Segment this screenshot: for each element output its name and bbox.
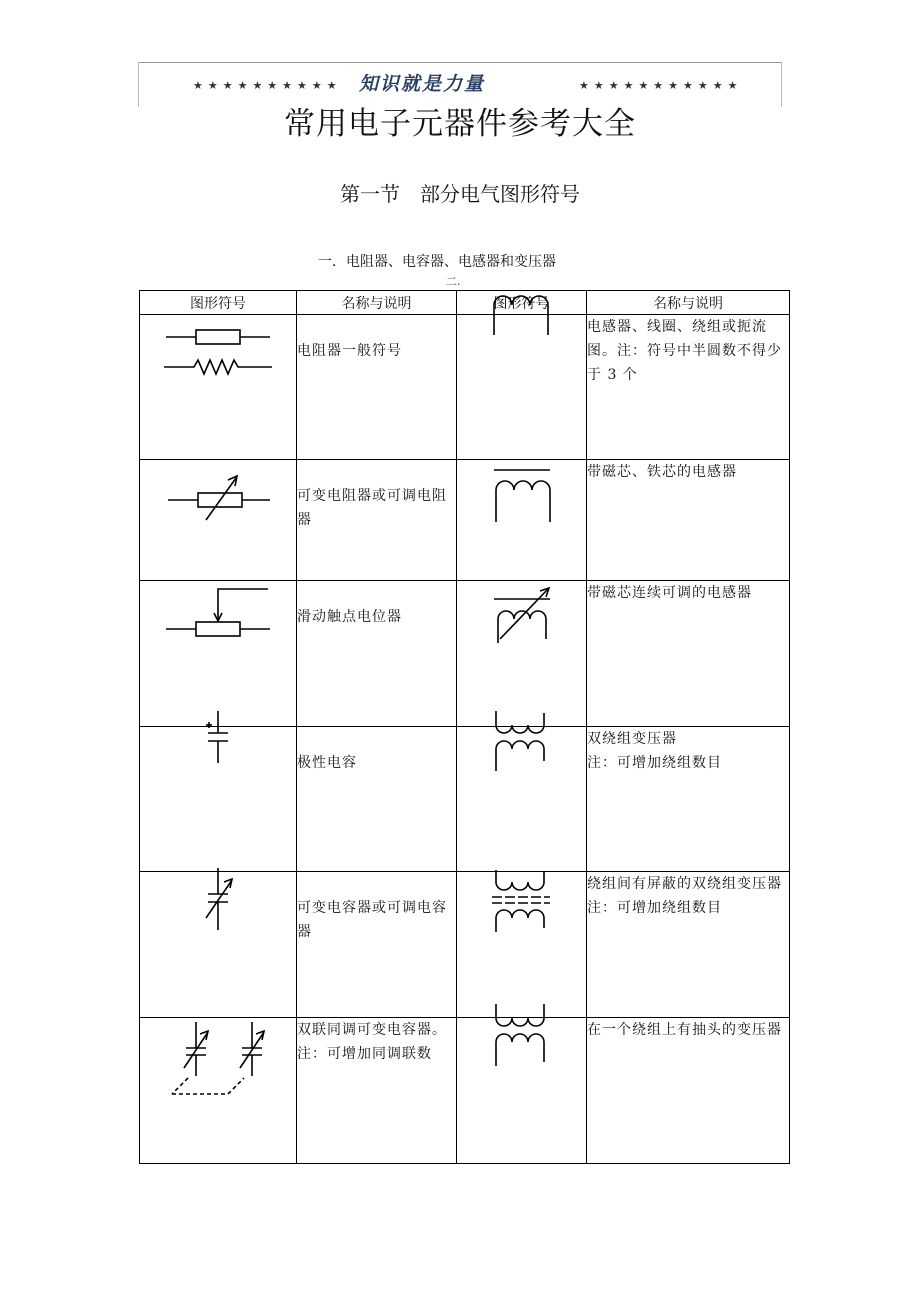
adjustable-cored-inductor-icon	[457, 581, 587, 727]
subsection-title: 一．电阻器、电容器、电感器和变压器	[318, 254, 556, 270]
table-cell	[587, 872, 790, 1018]
table-header-row	[140, 291, 790, 315]
table-cell	[587, 581, 790, 727]
section-title: 第一节 部分电气图形符号	[340, 182, 580, 206]
table-cell	[587, 460, 790, 581]
potentiometer-icon	[140, 581, 297, 727]
variable-resistor-icon	[140, 460, 297, 581]
variable-capacitor-icon	[140, 872, 297, 1018]
table-cell	[587, 315, 790, 460]
cell-text: 电阻器一般符号	[297, 343, 402, 359]
cell-text: 双绕组变压器 注：可增加绕组数目	[587, 731, 722, 771]
table-cell	[297, 872, 457, 1018]
table-cell	[297, 1018, 457, 1164]
header-desc-1: 名称与说明	[297, 291, 457, 315]
cell-text: 在一个绕组上有抽头的变压器	[587, 1022, 782, 1038]
inductor-symbol-icon	[457, 315, 587, 460]
table-cell	[297, 727, 457, 872]
cell-text: 带磁芯连续可调的电感器	[587, 585, 752, 601]
document-title: 常用电子元器件参考大全	[284, 106, 636, 142]
table-row	[140, 315, 790, 460]
cell-text: 可变电容器或可调电容器	[297, 900, 447, 940]
table-cell	[587, 727, 790, 872]
cell-text: 带磁芯、铁芯的电感器	[587, 464, 737, 480]
table-cell	[297, 581, 457, 727]
header-symbol-2: 图形符号	[457, 291, 587, 315]
cored-inductor-icon	[457, 460, 587, 581]
shielded-transformer-icon	[457, 872, 587, 1018]
resistor-symbol-icon	[140, 315, 297, 460]
two-winding-transformer-icon	[457, 727, 587, 872]
table-cell	[297, 315, 457, 460]
table-row	[140, 581, 790, 727]
cell-text: 可变电阻器或可调电阻器	[297, 488, 447, 528]
cell-text: 绕组间有屏蔽的双绕组变压器 注：可增加绕组数目	[587, 876, 782, 916]
header-symbol-1: 图形符号	[140, 291, 297, 315]
cell-text: 极性电容	[297, 755, 357, 771]
header-desc-2: 名称与说明	[587, 291, 790, 315]
table-row	[140, 727, 790, 872]
decorative-stars-right: ★★★★★★★★★★★	[579, 79, 743, 92]
symbol-table	[139, 290, 790, 1164]
table-row	[140, 460, 790, 581]
cell-text: 滑动触点电位器	[297, 609, 402, 625]
cell-text: 电感器、线圈、绕组或扼流图。注：符号中半圆数不得少于 3 个	[587, 319, 782, 383]
table-row	[140, 1018, 790, 1164]
table-row	[140, 872, 790, 1018]
polarized-capacitor-icon	[140, 727, 297, 872]
tapped-transformer-icon	[457, 1018, 587, 1164]
table-cell	[297, 460, 457, 581]
header-motto: 知识就是力量	[359, 73, 486, 95]
decorative-stars-left: ★★★★★★★★★★	[193, 79, 342, 92]
ganged-variable-capacitor-icon	[140, 1018, 297, 1164]
table-cell	[587, 1018, 790, 1164]
cell-text: 双联同调可变电容器。 注：可增加同调联数	[297, 1022, 447, 1062]
stray-mark: 二.	[446, 275, 461, 288]
